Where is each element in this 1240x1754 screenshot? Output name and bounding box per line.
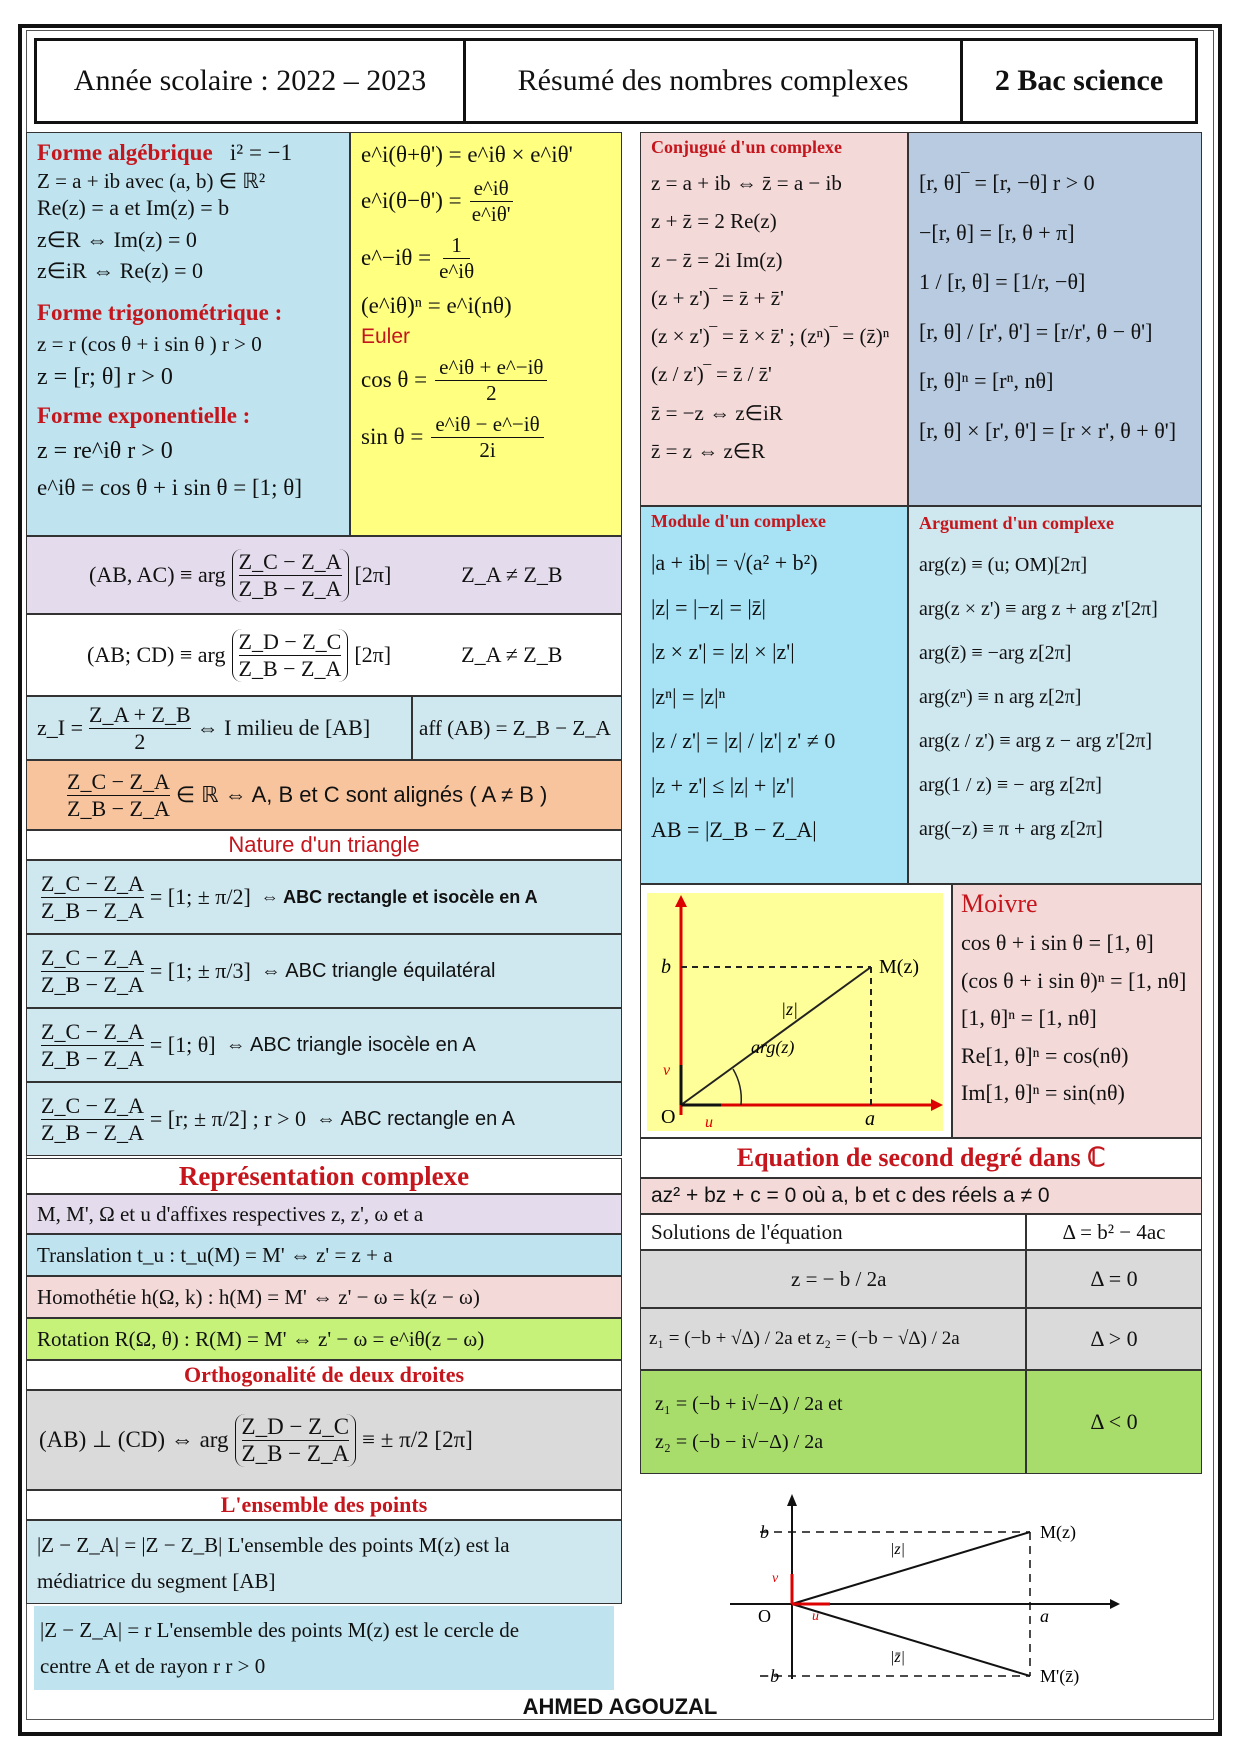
midpoint-rhs: ⇔ I milieu de [AB] — [196, 715, 371, 740]
moivre-formula: [1, θ]ⁿ = [1, nθ] — [961, 1005, 1097, 1030]
point-sets-title-text: L'ensemble des points — [220, 1492, 428, 1517]
label-u: u — [812, 1609, 819, 1624]
om-prime-line — [792, 1604, 1030, 1676]
trig-line-1: z = r (cos θ + i sin θ ) r > 0 — [37, 332, 262, 357]
fraction — [439, 233, 474, 284]
case-negative-z1: z₁ = (−b + i√−Δ) / 2a et — [655, 1393, 843, 1415]
case-positive-text: z₁ = (−b + √Δ) / 2a et z₂ = (−b − √Δ) / 2a — [649, 1328, 960, 1349]
label-modz: |z| — [890, 1541, 906, 1558]
author-text: AHMED AGOUZAL — [522, 1694, 718, 1719]
angle-rhs: [2π] — [354, 642, 392, 667]
label-u: u — [705, 1114, 713, 1131]
conjugate-formula: z − z̄ = 2i Im(z) — [651, 247, 783, 272]
alg-line-1: Z = a + ib avec (a, b) ∈ ℝ² — [37, 168, 266, 193]
euler-inverse-lhs: e^−iθ = — [361, 245, 432, 271]
trig-line-2: z = [r; θ] r > 0 — [37, 363, 173, 390]
numerator: Z_C − Z_A — [41, 870, 144, 896]
solutions-header-text: Solutions de l'équation — [651, 1220, 843, 1244]
euler-product: e^i(θ+θ') = e^iθ × e^iθ' — [361, 142, 573, 167]
label-mz-prime: M'(z̄) — [1040, 1666, 1080, 1686]
fraction — [232, 629, 349, 682]
argument-formula: arg(z × z') ≡ arg z + arg z'[2π] — [919, 598, 1158, 620]
conjugate-title: Conjugué d'un complexe — [651, 137, 843, 157]
algebraic-form-title: Forme algébrique — [37, 140, 213, 165]
numerator: Z_C − Z_A — [41, 1018, 144, 1044]
vector-affix — [412, 696, 622, 760]
alg-line-4: z∈iR ⇔ Re(z) = 0 — [37, 258, 203, 283]
argument-title: Argument d'un complexe — [919, 513, 1114, 533]
ortho-lhs: (AB) ⊥ (CD) ⇔ arg — [39, 1427, 229, 1452]
solutions-header — [640, 1214, 1026, 1250]
euler-panel — [350, 132, 622, 536]
euler-power: (e^iθ)ⁿ = e^i(nθ) — [361, 292, 512, 318]
euler-quotient — [361, 176, 611, 227]
circle-line-1: |Z − Z_A| = r L'ensemble des points M(z) est le cercle de — [40, 1618, 520, 1642]
forms-panel — [26, 132, 350, 536]
discriminant-header — [1026, 1214, 1202, 1250]
fraction — [41, 945, 144, 998]
conjugate-formula: z̄ = −z ⇔ z∈iR — [651, 400, 783, 425]
case-positive-solution — [640, 1308, 1026, 1370]
denominator: e^iθ — [439, 258, 475, 283]
translation-row — [26, 1234, 622, 1276]
aligned-row — [26, 760, 622, 830]
denominator: Z_B − Z_A — [241, 1440, 350, 1466]
orthogonality-title — [26, 1360, 622, 1390]
argument-formula: arg(z) ≡ (u; OM)[2π] — [919, 554, 1088, 576]
numerator: e^iθ — [470, 176, 513, 202]
equation-intro — [640, 1178, 1202, 1214]
euler-label: Euler — [361, 324, 411, 348]
denominator: 2i — [479, 437, 496, 462]
case-zero-text: z = − b / 2a — [791, 1267, 887, 1291]
argument-panel — [908, 506, 1202, 884]
numerator: e^iθ − e^−iθ — [431, 412, 543, 438]
moivre-formula: cos θ + i sin θ = [1, θ] — [961, 930, 1154, 955]
denominator: e^iθ' — [471, 201, 511, 226]
numerator: e^iθ + e^−iθ — [435, 355, 547, 381]
fraction — [232, 549, 349, 602]
triangle-type: ⇔ ABC rectangle et isocèle en A — [260, 886, 538, 907]
polar-formula: −[r, θ] = [r, θ + π] — [919, 219, 1075, 245]
label-b: b — [760, 1522, 769, 1542]
numerator: 1 — [443, 233, 470, 259]
label-modzbar: |z̄| — [890, 1649, 906, 1666]
ortho-rhs: ≡ ± π/2 [2π] — [362, 1427, 473, 1452]
numerator: Z_C − Z_A — [238, 548, 342, 574]
conjugate-formula: z + z̄ = 2 Re(z) — [651, 209, 777, 234]
rotation-text: Rotation R(Ω, θ) : R(M) = M' ⇔ z' − ω = e^iθ(z − ω) — [37, 1327, 485, 1351]
label-argz: arg(z) — [751, 1037, 795, 1057]
argument-formula: arg(−z) ≡ π + arg z[2π] — [919, 818, 1103, 840]
label-modz: |z| — [781, 999, 798, 1019]
numerator: Z_C − Z_A — [41, 1092, 144, 1118]
numerator: Z_C − Z_A — [41, 944, 144, 970]
trig-form-title: Forme trigonométrique : — [37, 299, 283, 325]
numerator: Z_A + Z_B — [89, 701, 191, 727]
fraction — [41, 1093, 144, 1146]
triangle-value: = [1; ± π/2] — [149, 884, 251, 909]
denominator: Z_B − Z_A — [41, 1045, 144, 1071]
vector-affix-text: aff (AB) = Z_B − Z_A — [419, 715, 611, 740]
triangle-type: ⇔ ABC rectangle en A — [316, 1107, 516, 1130]
polar-formula: [r, θ] / [r', θ'] = [r/r', θ − θ'] — [919, 318, 1153, 344]
fraction — [431, 412, 543, 463]
module-formula: |z / z'| = |z| / |z'| z' ≠ 0 — [651, 728, 836, 753]
author — [0, 1693, 1240, 1721]
conjugate-formula: z̄ = z ⇔ z∈R — [651, 438, 766, 463]
repr-intro — [26, 1194, 622, 1234]
angle-ab-cd-row — [26, 614, 622, 696]
denominator: Z_B − Z_A — [41, 1119, 144, 1145]
angle-ab-ac-row — [26, 536, 622, 614]
equation-title — [640, 1138, 1202, 1178]
angle-condition: Z_A ≠ Z_B — [461, 642, 563, 667]
exp-line-2: e^iθ = cos θ + i sin θ = [1; θ] — [37, 475, 302, 501]
label-v: v — [663, 1062, 671, 1079]
sheet-title-text: Résumé des nombres complexes — [517, 64, 909, 97]
triangle-nature-row — [26, 1008, 622, 1082]
euler-sin — [361, 412, 611, 463]
denominator: Z_B − Z_A — [238, 575, 342, 601]
class-level-text: 2 Bac science — [994, 64, 1164, 97]
case-positive-delta-text: Δ > 0 — [1090, 1326, 1138, 1351]
y-arrow — [787, 1494, 797, 1506]
polar-panel — [908, 132, 1202, 506]
module-formula: |zⁿ| = |z|ⁿ — [651, 683, 726, 709]
point-sets-title — [26, 1490, 622, 1520]
school-year — [34, 38, 466, 124]
triangle-nature-row — [26, 1082, 622, 1156]
triangle-value: = [1; ± π/3] — [149, 958, 251, 983]
polar-formula: [r, θ]‾ = [r, −θ] r > 0 — [919, 170, 1095, 195]
label-minus-b: −b — [758, 1666, 780, 1686]
fraction — [41, 1019, 144, 1072]
fraction — [67, 769, 170, 822]
label-mz: M(z) — [879, 956, 919, 978]
sin-lhs: sin θ = — [361, 424, 424, 449]
triangle-type: ⇔ ABC triangle équilatéral — [260, 959, 496, 982]
bisector-line-1: |Z − Z_A| = |Z − Z_B| L'ensemble des points M(z) est la — [37, 1533, 510, 1557]
fraction — [89, 702, 191, 755]
module-formula: AB = |Z_B − Z_A| — [651, 817, 817, 842]
denominator: 2 — [486, 380, 497, 405]
label-v: v — [772, 1571, 779, 1586]
circle-row — [34, 1606, 614, 1690]
label-o: O — [661, 1106, 676, 1128]
equation-title-text: Equation de second degré dans ℂ — [736, 1143, 1106, 1172]
euler-cos — [361, 355, 611, 406]
fraction — [235, 1414, 357, 1467]
equation-intro-text: az² + bz + c = 0 où a, b et c des réels a ≠ 0 — [651, 1184, 1050, 1207]
numerator: Z_D − Z_C — [238, 628, 342, 654]
circle-line-2: centre A et de rayon r r > 0 — [40, 1654, 266, 1678]
conjugate-formula: (z / z')‾ = z̄ / z̄' — [651, 362, 772, 387]
module-title: Module d'un complexe — [651, 511, 827, 531]
numerator: Z_C − Z_A — [67, 768, 170, 794]
euler-quotient-lhs: e^i(θ−θ') = — [361, 188, 462, 214]
sheet-title — [463, 38, 963, 124]
fraction — [470, 176, 513, 227]
complex-plane-figure — [641, 885, 952, 1138]
module-formula: |z + z'| ≤ |z| + |z'| — [651, 772, 795, 798]
moivre-title: Moivre — [961, 889, 1038, 918]
case-negative-z2: z₂ = (−b − i√−Δ) / 2a — [655, 1431, 824, 1453]
i-squared: i² = −1 — [229, 140, 293, 165]
denominator: Z_B − Z_A — [67, 795, 170, 821]
numerator: Z_D − Z_C — [241, 1413, 350, 1439]
triangle-value: = [1; θ] — [149, 1032, 216, 1057]
midpoint-lhs: z_I = — [37, 715, 83, 740]
translation-text: Translation t_u : t_u(M) = M' ⇔ z' = z + a — [37, 1243, 393, 1267]
cos-lhs: cos θ = — [361, 367, 428, 392]
moivre-formula: Re[1, θ]ⁿ = cos(nθ) — [961, 1042, 1129, 1068]
x-arrow — [1110, 1599, 1120, 1609]
homothety-text: Homothétie h(Ω, k) : h(M) = M' ⇔ z' − ω = k(z − ω) — [37, 1285, 480, 1309]
figure-affix — [640, 884, 952, 1138]
discriminant-header-text: Δ = b² − 4ac — [1062, 1220, 1166, 1244]
case-zero-delta-text: Δ = 0 — [1090, 1266, 1138, 1291]
case-zero-solution — [640, 1250, 1026, 1308]
module-formula: |a + ib| = √(a² + b²) — [651, 550, 818, 575]
case-negative-solution — [640, 1370, 1026, 1474]
polar-formula: 1 / [r, θ] = [1/r, −θ] — [919, 269, 1086, 294]
orthogonality-title-text: Orthogonalité de deux droites — [183, 1362, 465, 1387]
midpoint-row — [26, 696, 412, 760]
argument-formula: arg(zⁿ) ≡ n arg z[2π] — [919, 686, 1082, 708]
bisector-line-2: médiatrice du segment [AB] — [37, 1569, 276, 1593]
aligned-text: ∈ ℝ ⇔ A, B et C sont alignés ( A ≠ B ) — [175, 782, 548, 807]
triangle-title — [26, 830, 622, 860]
triangle-title-text: Nature d'un triangle — [228, 832, 420, 857]
label-o: O — [758, 1606, 771, 1626]
angle-condition: Z_A ≠ Z_B — [461, 562, 563, 587]
homothety-row — [26, 1276, 622, 1318]
denominator: Z_B − Z_A — [238, 655, 342, 681]
angle-lhs: (AB, AC) ≡ arg — [89, 562, 226, 587]
school-year-text: Année scolaire : 2022 – 2023 — [73, 64, 427, 97]
polar-formula: [r, θ]ⁿ = [rⁿ, nθ] — [919, 368, 1054, 393]
denominator: Z_B − Z_A — [41, 897, 144, 923]
fraction — [435, 355, 547, 406]
exp-line-1: z = re^iθ r > 0 — [37, 438, 173, 465]
figure-conjugate — [640, 1474, 1202, 1690]
argument-formula: arg(z̄) ≡ −arg z[2π] — [919, 642, 1072, 664]
triangle-nature-row — [26, 860, 622, 934]
class-level — [960, 38, 1198, 124]
representation-title-text: Représentation complexe — [178, 1161, 470, 1191]
rotation-row — [26, 1318, 622, 1360]
module-formula: |z| = |−z| = |z̄| — [651, 594, 766, 620]
case-negative-delta-text: Δ < 0 — [1090, 1409, 1138, 1434]
alg-line-2: Re(z) = a et Im(z) = b — [37, 195, 230, 220]
conjugate-formula: z = a + ib ⇔ z̄ = a − ib — [651, 171, 842, 195]
alg-line-3: z∈R ⇔ Im(z) = 0 — [37, 226, 197, 252]
euler-inverse — [361, 233, 611, 284]
argument-formula: arg(1 / z) ≡ − arg z[2π] — [919, 774, 1102, 796]
module-panel — [640, 506, 908, 884]
label-a: a — [1040, 1606, 1049, 1626]
representation-title — [26, 1158, 622, 1194]
label-b: b — [661, 956, 671, 978]
argument-formula: arg(z / z') ≡ arg z − arg z'[2π] — [919, 730, 1153, 752]
conjugate-panel — [640, 132, 908, 506]
repr-intro-text: M, M', Ω et u d'affixes respectives z, z', ω et a — [37, 1202, 424, 1226]
denominator: Z_B − Z_A — [41, 971, 144, 997]
bisector-row — [26, 1520, 622, 1604]
orthogonality-row — [26, 1390, 622, 1490]
moivre-formula: (cos θ + i sin θ)ⁿ = [1, nθ] — [961, 967, 1187, 993]
polar-formula: [r, θ] × [r', θ'] = [r × r', θ + θ'] — [919, 417, 1177, 443]
case-zero-delta — [1026, 1250, 1202, 1308]
triangle-value: = [r; ± π/2] ; r > 0 — [149, 1106, 306, 1131]
fraction — [41, 871, 144, 924]
conjugate-formula: (z × z')‾ = z̄ × z̄' ; (zⁿ)‾ = (z̄)ⁿ — [651, 324, 890, 348]
triangle-nature-row — [26, 934, 622, 1008]
case-positive-delta — [1026, 1308, 1202, 1370]
conjugate-figure — [640, 1474, 1202, 1690]
angle-lhs: (AB; CD) ≡ arg — [87, 642, 226, 667]
triangle-type: ⇔ ABC triangle isocèle en A — [225, 1033, 476, 1056]
module-formula: |z × z'| = |z| × |z'| — [651, 639, 795, 664]
case-negative-delta — [1026, 1370, 1202, 1474]
denominator: 2 — [134, 728, 146, 754]
om-line — [792, 1532, 1030, 1604]
angle-rhs: [2π] — [354, 562, 392, 587]
moivre-panel — [952, 884, 1202, 1138]
label-a: a — [865, 1108, 875, 1130]
moivre-formula: Im[1, θ]ⁿ = sin(nθ) — [961, 1080, 1125, 1105]
exp-form-title: Forme exponentielle : — [37, 402, 251, 428]
conjugate-formula: (z + z')‾ = z̄ + z̄' — [651, 285, 784, 310]
label-mz: M(z) — [1040, 1522, 1076, 1542]
